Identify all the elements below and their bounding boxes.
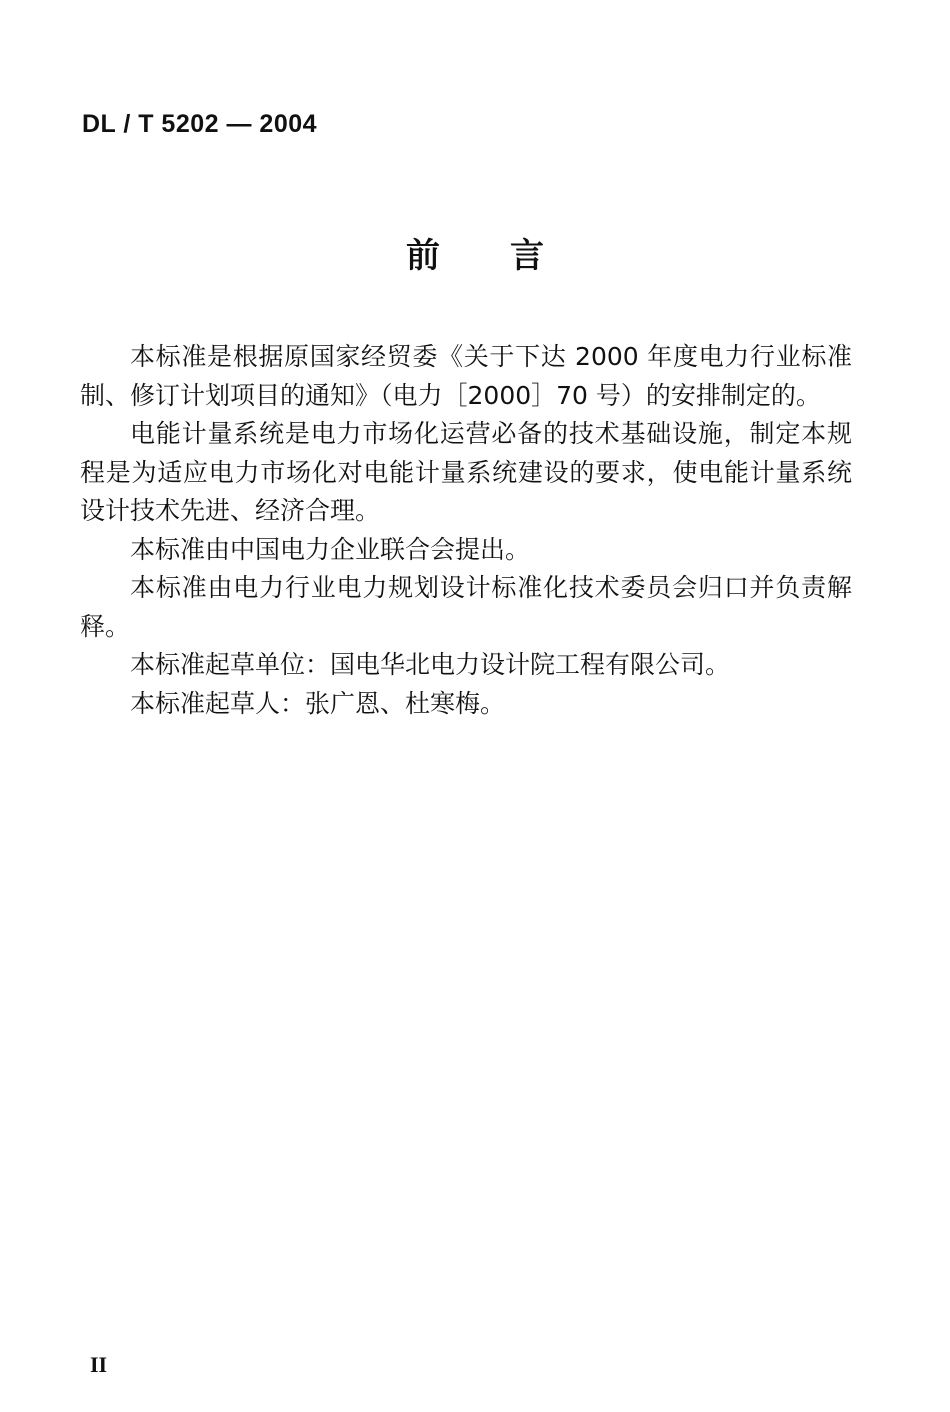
standard-code: DL / T 5202 — 2004 (82, 110, 318, 138)
paragraph-1: 本标准是根据原国家经贸委《关于下达 2000 年度电力行业标准制、修订计划项目的通知》（电力［2000］70 号）的安排制定的。 (80, 342, 852, 410)
paragraph-4: 本标准由电力行业电力规划设计标准化技术委员会归口并负责解释。 (80, 573, 852, 641)
title-char-2: 言 (510, 236, 544, 276)
page-title (0, 228, 950, 277)
paragraph-2: 电能计量系统是电力市场化运营必备的技术基础设施，制定本规程是为适应电力市场化对电能计量系统建设的要求，使电能计量系统设计技术先进、经济合理。 (80, 419, 852, 525)
foreword-body (80, 338, 852, 723)
title-char-1: 前 (406, 236, 440, 276)
paragraph-5: 本标准起草单位：国电华北电力设计院工程有限公司。 (130, 650, 731, 679)
paragraph-3: 本标准由中国电力企业联合会提出。 (130, 534, 531, 564)
paragraph-6: 本标准起草人：张广恩、杜寒梅。 (130, 688, 506, 718)
page-number: II (90, 1352, 108, 1377)
